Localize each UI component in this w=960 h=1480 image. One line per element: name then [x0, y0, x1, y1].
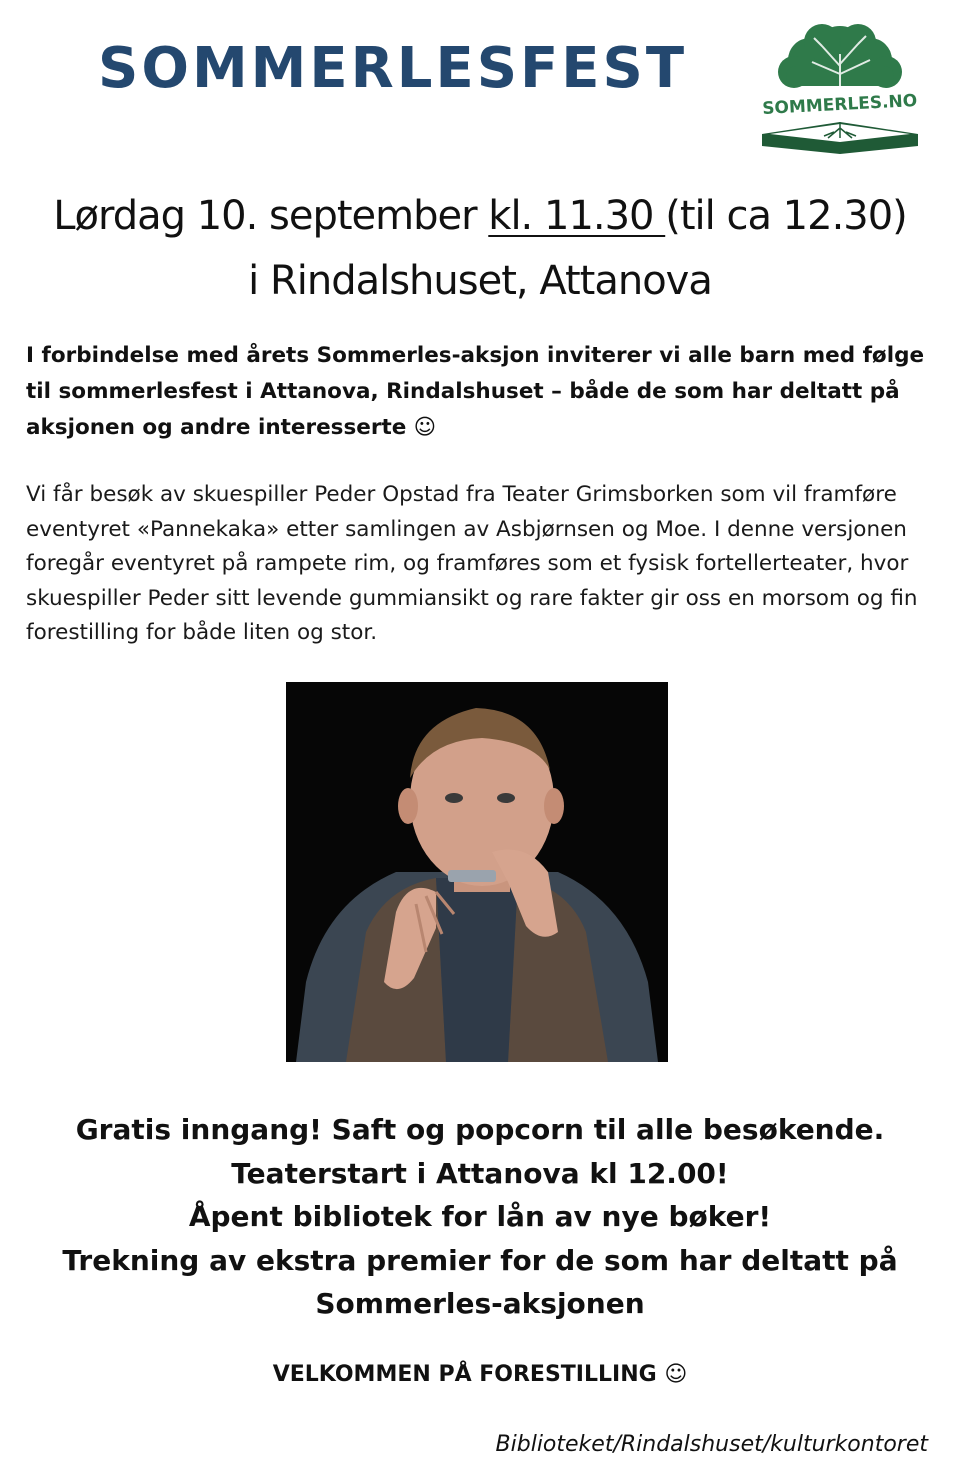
actor-photo-image — [286, 682, 668, 1062]
info-line: Teaterstart i Attanova kl 12.00! — [231, 1156, 729, 1190]
sommerles-logo — [752, 14, 928, 160]
event-end-time: (til ca 12.30) — [665, 193, 907, 239]
footer-credit: Biblioteket/Rindalshuset/kulturkontoret — [495, 1432, 928, 1457]
actor-photo — [286, 682, 668, 1062]
event-date-heading — [0, 193, 960, 239]
info-block — [0, 1108, 960, 1326]
event-location: i Rindalshuset, Attanova — [248, 258, 712, 304]
info-line: Åpent bibliotek for lån av nye bøker! — [188, 1200, 772, 1233]
tree-logo-icon — [752, 14, 928, 160]
event-time: kl. 11.30 — [488, 193, 666, 239]
poster-title: SOMMERLESFEST — [98, 36, 688, 101]
event-date: Lørdag 10. september — [53, 193, 489, 239]
intro-paragraph: I forbindelse med årets Sommerles-aksjon inviterer vi alle barn med følge til sommerlesfest i Attanova, Rindalshuset – både de som har deltatt på aksjonen og andre interesserte ☺ — [26, 343, 925, 440]
welcome-text: VELKOMMEN PÅ FORESTILLING ☺ — [272, 1362, 688, 1387]
info-line: Trekning av ekstra premier for de som har deltatt på — [62, 1243, 898, 1277]
description-paragraph: Vi får besøk av skuespiller Peder Opstad fra Teater Grimsborken som vil framføre eventyret «Pannekaka» etter samlingen av Asbjørnsen og Moe. I denne versjonen foregår eventyret på rampete rim, og framføres som et fysisk fortellerteater, hvor skuespiller Peder sitt levende gummiansikt og rare fakter gir oss en morsom og fin forestilling for både liten og stor. — [26, 482, 918, 645]
info-line: Gratis inngang! Saft og popcorn til alle besøkende. — [75, 1113, 885, 1146]
logo-text: SOMMERLES.NO — [761, 90, 918, 120]
info-line: Sommerles-aksjonen — [315, 1287, 645, 1320]
